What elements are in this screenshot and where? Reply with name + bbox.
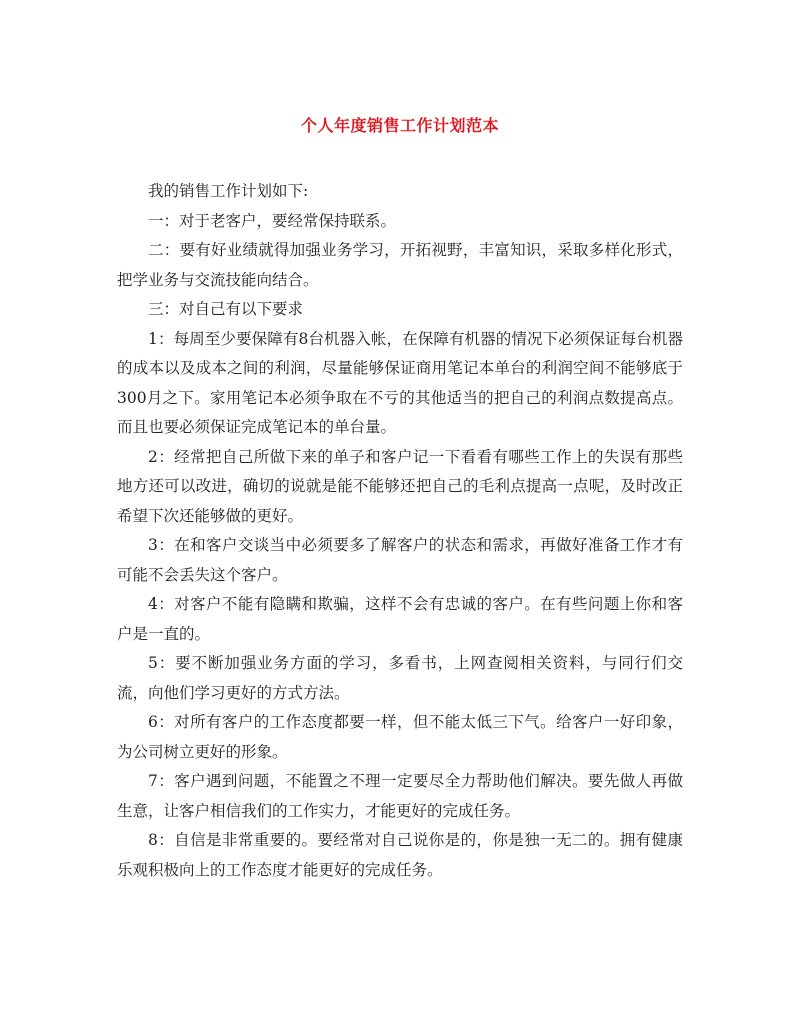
- paragraph-item-5: 5：要不断加强业务方面的学习，多看书，上网查阅相关资料，与同行们交流，向他们学习更好的方式方法。: [117, 654, 683, 702]
- paragraph-intro: 我的销售工作计划如下:: [148, 182, 309, 200]
- paragraph-item-3: 3：在和客户交谈当中必须要多了解客户的状态和需求，再做好准备工作才有可能不会丢失这个客户。: [117, 536, 683, 584]
- paragraph-item-4: 4：对客户不能有隐瞒和欺骗，这样不会有忠诚的客户。在有些问题上你和客户是一直的。: [117, 595, 683, 643]
- document-title: 个人年度销售工作计划范本: [300, 116, 499, 135]
- paragraph-item-7: 7：客户遇到问题，不能置之不理一定要尽全力帮助他们解决。要先做人再做生意，让客户相信我们的工作实力，才能更好的完成任务。: [117, 772, 683, 820]
- paragraph-section-3: 三：对自己有以下要求: [148, 300, 304, 318]
- paragraph-item-2: 2：经常把自己所做下来的单子和客户记一下看看有哪些工作上的失误有那些地方还可以改进，确切的说就是能不能够还把自己的毛利点提高一点呢，及时改正希望下次还能够做的更好。: [117, 447, 683, 525]
- document-body: [117, 177, 683, 885]
- paragraph-section-1: 一：对于老客户，要经常保持联系。: [148, 211, 397, 230]
- paragraph-item-8: 8：自信是非常重要的。要经常对自己说你是的，你是独一无二的。拥有健康乐观积极向上的工作态度才能更好的完成任务。: [117, 831, 683, 879]
- paragraph-item-1: 1：每周至少要保障有8台机器入帐，在保障有机器的情况下必须保证每台机器的成本以及成本之间的利润，尽量能够保证商用笔记本单台的利润空间不能够底于300月之下。家用笔记本必须争取在不亏的其他适当的把自己的利润点数提高点。而且也要必须保证完成笔记本的单台量。: [117, 329, 683, 436]
- paragraph-item-6: 6：对所有客户的工作态度都要一样，但不能太低三下气。给客户一好印象，为公司树立更好的形象。: [117, 713, 683, 761]
- paragraph-section-2: 二：要有好业绩就得加强业务学习，开拓视野，丰富知识，采取多样化形式，把学业务与交流技能向结合。: [117, 241, 683, 289]
